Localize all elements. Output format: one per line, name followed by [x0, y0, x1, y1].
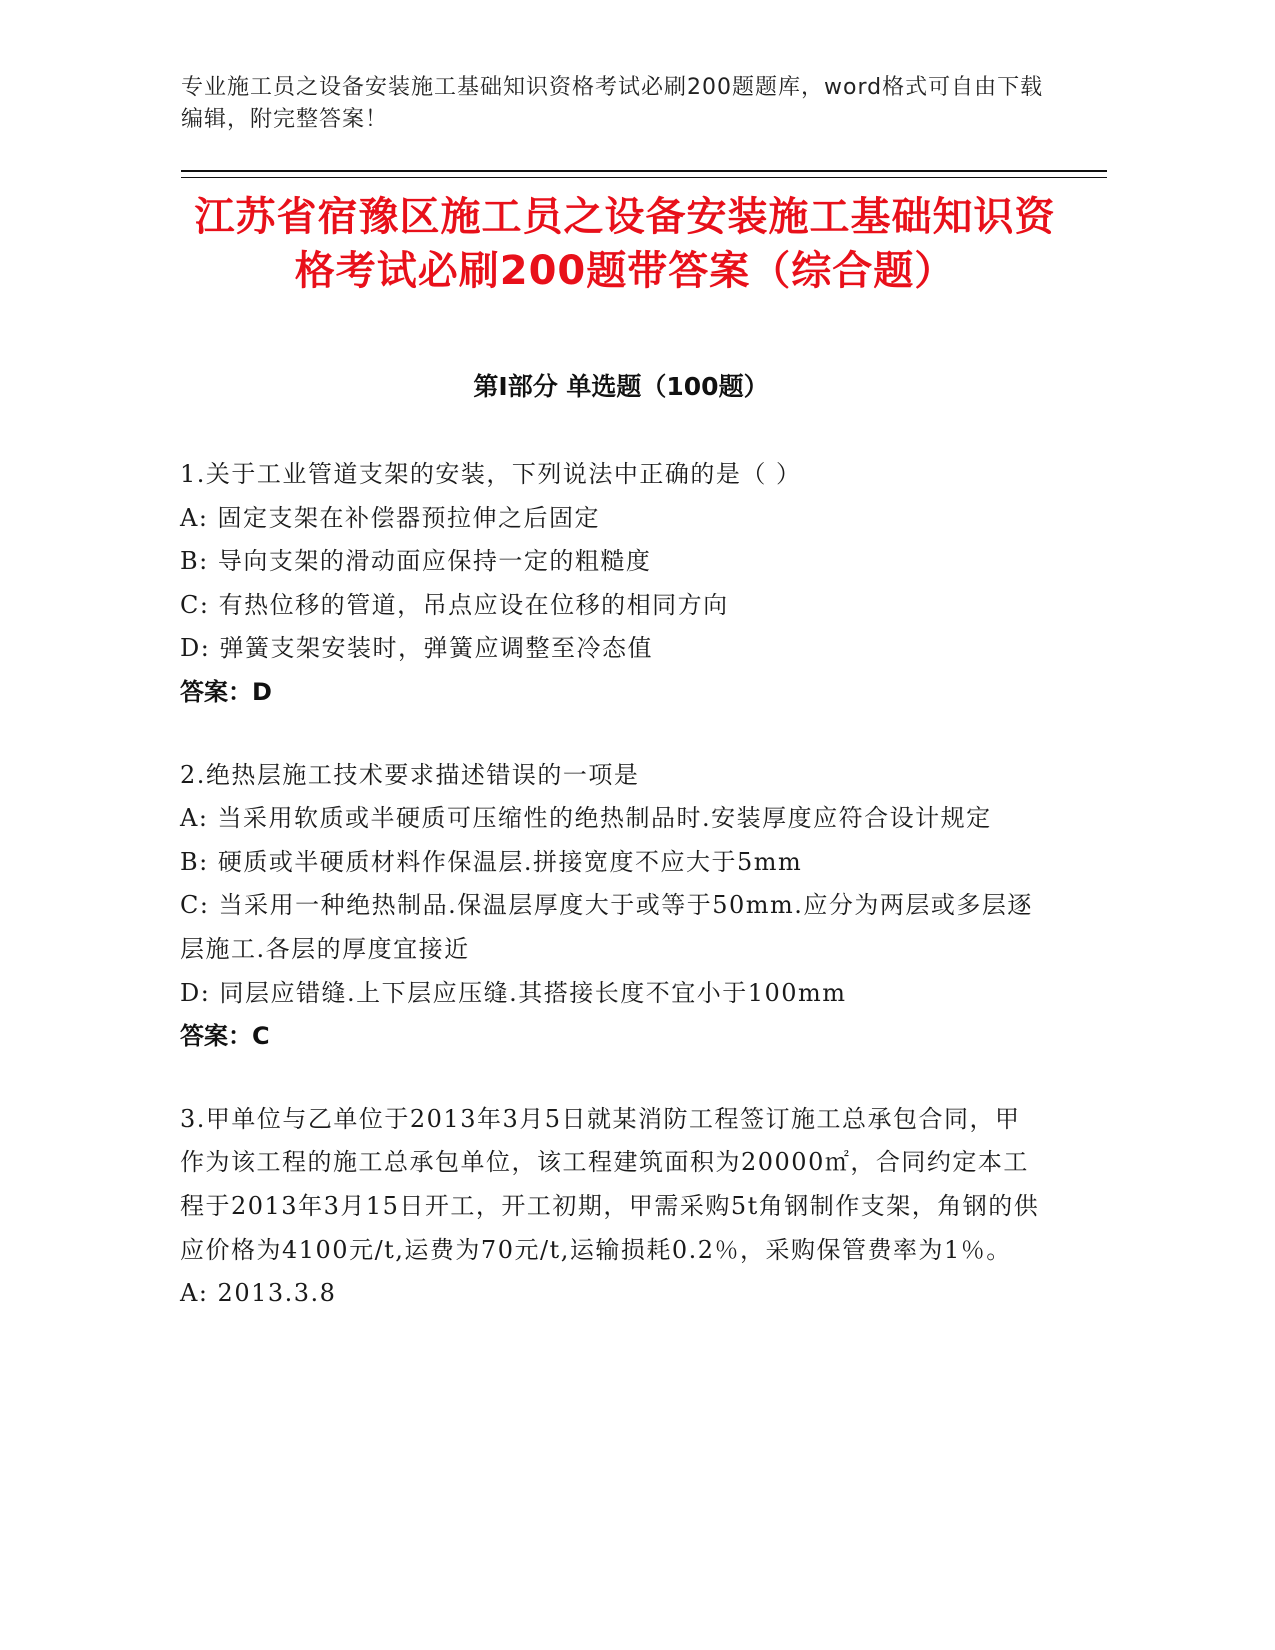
option-b: B: 导向支架的滑动面应保持一定的粗糙度: [180, 547, 652, 576]
document-title: 江苏省宿豫区施工员之设备安装施工基础知识资格考试必刷200题带答案（综合题）: [194, 194, 1056, 294]
option-a: A: 当采用软质或半硬质可压缩性的绝热制品时.安装厚度应符合设计规定: [180, 804, 992, 833]
answer: 答案：D: [180, 677, 272, 706]
question-1: [180, 453, 1040, 715]
answer: 答案：C: [180, 1022, 270, 1051]
question-list: [180, 453, 1040, 1355]
option-c: C: 当采用一种绝热制品.保温层厚度大于或等于50mm.应分为两层或多层逐层施工.各层的厚度宜接近: [180, 891, 1033, 963]
question-3: [180, 1098, 1040, 1316]
question-stem: 3.甲单位与乙单位于2013年3月5日就某消防工程签订施工总承包合同，甲作为该工程的施工总承包单位，该工程建筑面积为20000㎡，合同约定本工程于2013年3月15日开工，开工初期，甲需采购5t角钢制作支架，角钢的供应价格为4100元/t,运费为70元/t,运输损耗0.2％，采购保管费率为1％。: [180, 1104, 1040, 1264]
question-stem: 2.绝热层施工技术要求描述错误的一项是: [180, 760, 640, 789]
option-d: D: 同层应错缝.上下层应压缝.其搭接长度不宜小于100mm: [180, 978, 847, 1007]
option-b: B: 硬质或半硬质材料作保温层.拼接宽度不应大于5mm: [180, 847, 803, 876]
option-a: A: 固定支架在补偿器预拉伸之后固定: [180, 503, 601, 532]
question-stem: 1.关于工业管道支架的安装，下列说法中正确的是（ ）: [180, 460, 802, 488]
option-c: C: 有热位移的管道，吊点应设在位移的相同方向: [180, 590, 729, 619]
question-2: [180, 754, 1040, 1059]
option-a: A: 2013.3.8: [180, 1279, 337, 1308]
section-title: 第Ⅰ部分 单选题（100题）: [473, 372, 769, 401]
header-rule-thin: [181, 177, 1107, 178]
header-note: 专业施工员之设备安装施工基础知识资格考试必刷200题题库，word格式可自由下载编辑，附完整答案！: [181, 75, 1044, 132]
option-d: D: 弹簧支架安装时，弹簧应调整至冷态值: [180, 634, 653, 663]
header-rule-thick: [181, 170, 1107, 172]
